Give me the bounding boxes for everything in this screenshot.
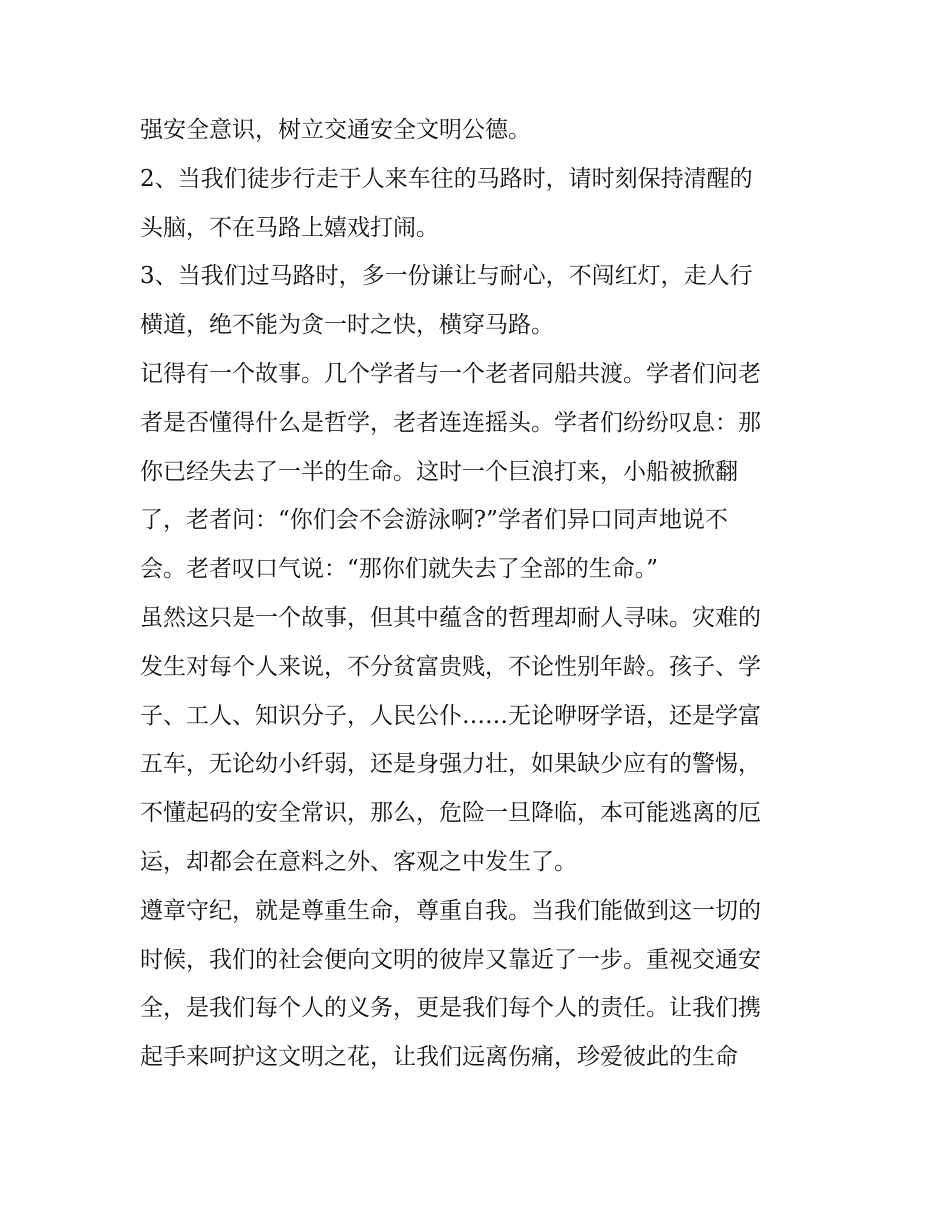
text-line: 者是否懂得什么是哲学，老者连连摇头。学者们纷纷叹息：那 xyxy=(140,409,761,436)
text-line: 了，老者问：“你们会不会游泳啊?”学者们异口同声地说不 xyxy=(140,507,728,534)
text-line: 虽然这只是一个故事，但其中蕴含的哲理却耐人寻味。灾难的 xyxy=(140,604,761,631)
text-line: 发生对每个人来说，不分贫富贵贱，不论性别年龄。孩子、学 xyxy=(140,653,761,680)
text-line: 起手来呵护这文明之花，让我们远离伤痛，珍爱彼此的生命 xyxy=(140,1044,738,1071)
text-line: 时候，我们的社会便向文明的彼岸又靠近了一步。重视交通安 xyxy=(140,946,761,973)
text-line: 强安全意识，树立交通安全文明公德。 xyxy=(140,117,531,143)
text-line: 头脑，不在马路上嬉戏打闹。 xyxy=(140,214,439,241)
text-line: 3、当我们过马路时，多一份谦让与耐心，不闯红灯，走人行 xyxy=(140,263,753,290)
text-line: 遵章守纪，就是尊重生命，尊重自我。当我们能做到这一切的 xyxy=(140,897,761,924)
text-line: 2、当我们徒步行走于人来车往的马路时，请时刻保持清醒的 xyxy=(140,165,753,192)
text-line: 会。老者叹口气说：“那你们就失去了全部的生命。” xyxy=(140,556,659,583)
body-text xyxy=(140,106,840,1082)
text-line: 横道，绝不能为贪一时之快，横穿马路。 xyxy=(140,312,554,339)
text-line: 记得有一个故事。几个学者与一个老者同船共渡。学者们问老 xyxy=(140,360,761,387)
text-line: 运，却都会在意料之外、客观之中发生了。 xyxy=(140,848,577,875)
text-line: 你已经失去了一半的生命。这时一个巨浪打来，小船被掀翻 xyxy=(140,458,738,485)
text-line: 子、工人、知识分子，人民公仆……无论咿呀学语，还是学富 xyxy=(140,702,761,729)
text-line: 全，是我们每个人的义务，更是我们每个人的责任。让我们携 xyxy=(140,995,761,1022)
text-line: 五车，无论幼小纤弱，还是身强力壮，如果缺少应有的警惕， xyxy=(140,751,761,778)
text-line: 不懂起码的安全常识，那么，危险一旦降临，本可能逃离的厄 xyxy=(140,800,761,827)
